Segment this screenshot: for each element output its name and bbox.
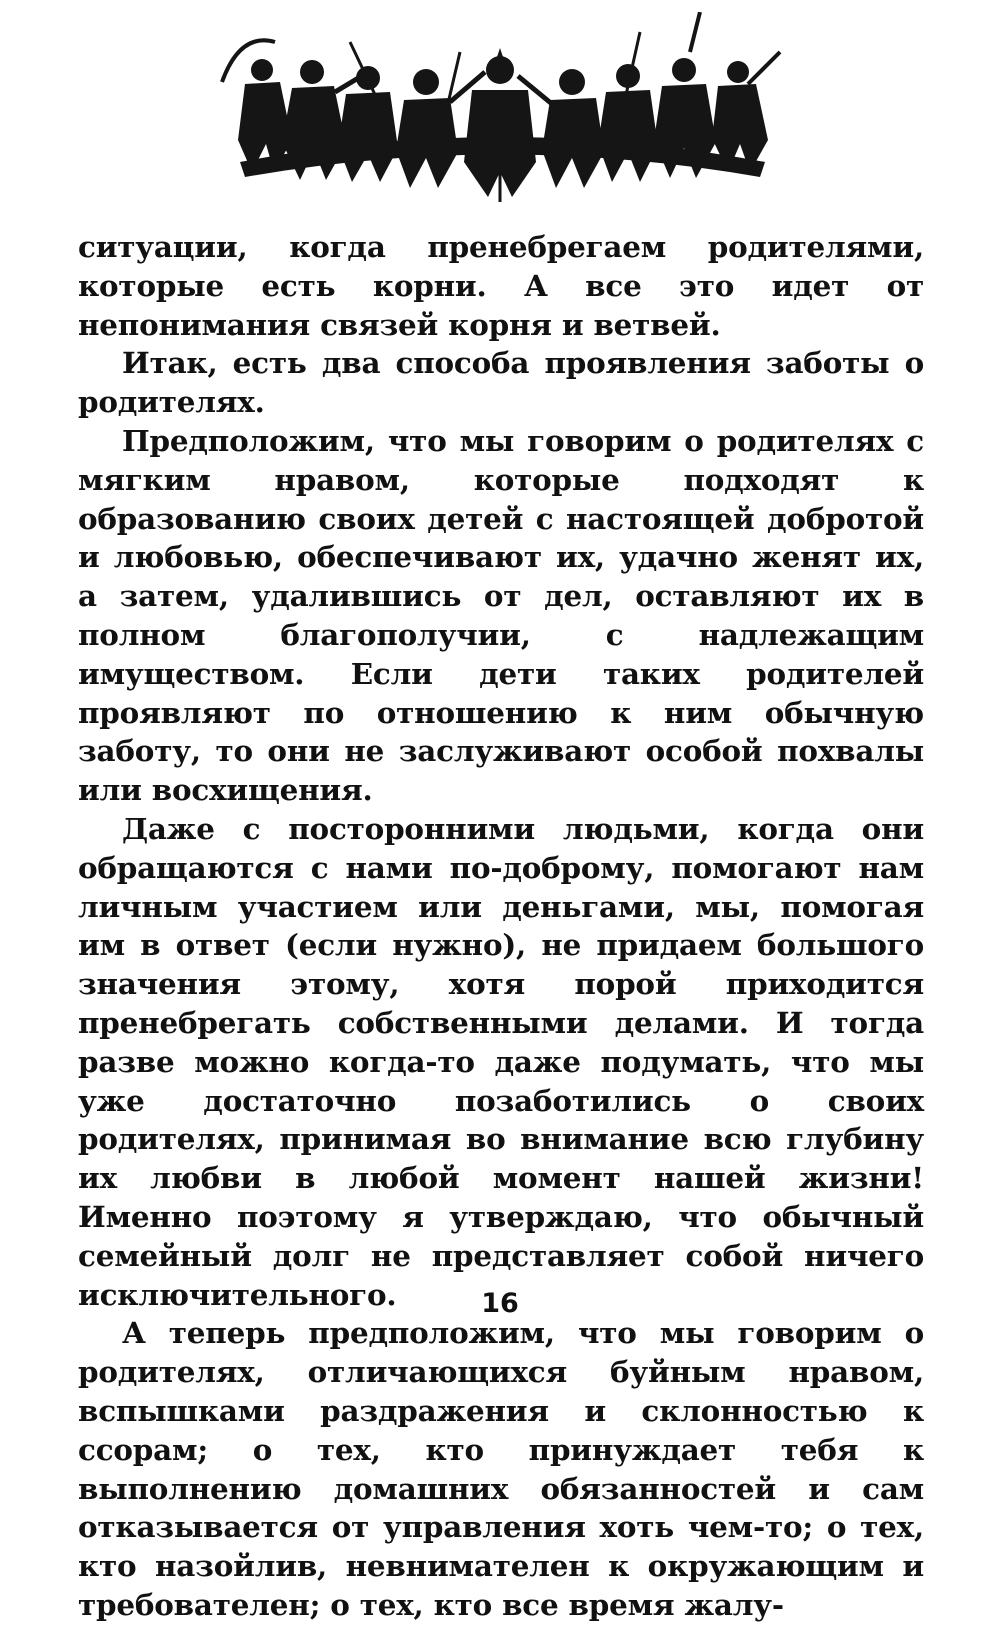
warrior-silhouette xyxy=(222,40,292,172)
paragraph: Даже с посторонними людьми, когда они обращаются с нами по-доброму, помогают нам личным участием или деньгами, мы, помогая им в ответ (если нужно), не придаем большого значения этому, хотя порой приходится пренебрегать собственными делами. И тогда разве можно когда-то даже подумать, что мы уже достаточно позаботились о своих родителях, принимая во внимание всю глубину их любви в любой момент нашей жизни! Именно поэтому я утверждаю, что обычный семейный долг не представляет собой ничего исключительного. xyxy=(78,810,924,1312)
paragraph-continuation: ситуации, когда пренебрегаем родителями, которые есть корни. А все это идет от непонимания связей корня и ветвей. xyxy=(78,229,924,342)
paragraph: Итак, есть два способа проявления заботы о родителях. xyxy=(78,345,924,420)
paragraph: А теперь предположим, что мы говорим о родителях, отличающихся буйным нравом, вспышками раздражения и склонностью к ссорам; о тех, кто принуждает тебя к выполнению домашних обязанностей и сам отказывается от управления хоть чем-то; о тех, кто назойлив, невнимателен к окружающим и требователен; о тех, кто все время жалу- xyxy=(78,1315,924,1622)
page-number: 16 xyxy=(481,1288,519,1319)
main-text xyxy=(78,228,924,1625)
samurai-frieze-icon xyxy=(200,12,800,202)
paragraph: Предположим, что мы говорим о родителях с мягким нравом, которые подходят к образованию своих детей с настоящей добротой и любовью, обеспечивают их, удачно женят их, а затем, удалившись от дел, оставляют их в полном благополучии, с надлежащим имуществом. Если дети таких родителей проявляют по отношению к ним обычную заботу, то они не заслуживают особой похвалы или восхищения. xyxy=(78,422,924,808)
samurai-frieze-illustration xyxy=(200,12,800,202)
